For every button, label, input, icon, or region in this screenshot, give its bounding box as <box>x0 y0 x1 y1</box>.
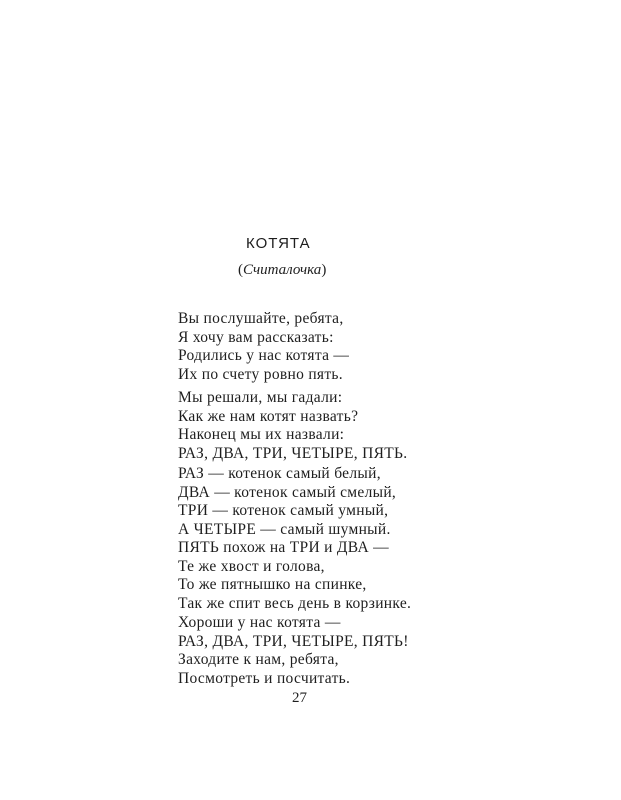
page-number: 27 <box>292 690 307 706</box>
poem-line: Их по счету ровно пять. <box>178 365 343 383</box>
poem-line: ПЯТЬ похож на ТРИ и ДВА — <box>178 539 389 556</box>
poem-line: Те же хвост и голова, <box>178 557 325 575</box>
poem-line: Как же нам котят назвать? <box>178 407 359 425</box>
stanza-3 <box>178 465 411 613</box>
stanza-2 <box>178 389 407 463</box>
poem-line: ТРИ — котенок самый умный, <box>178 502 389 519</box>
poem-line: Я хочу вам рассказать: <box>178 328 334 346</box>
poem-line: Заходите к нам, ребята, <box>178 651 339 668</box>
poem-subtitle <box>238 262 326 279</box>
poem-line: Посмотреть и посчитать. <box>178 669 351 687</box>
subtitle-text: Считалочка <box>243 262 322 278</box>
poem-line: А ЧЕТЫРЕ — самый шумный. <box>178 520 391 538</box>
poem-line: РАЗ, ДВА, ТРИ, ЧЕТЫРЕ, ПЯТЬ! <box>178 632 409 650</box>
stanza-1 <box>178 310 349 384</box>
poem-line: Родились у нас котята — <box>178 347 350 364</box>
subtitle-open-paren: ( <box>238 262 243 278</box>
poem-line: Так же спит весь день в корзинке. <box>178 594 412 612</box>
poem-line: РАЗ — котенок самый белый, <box>178 465 381 482</box>
poem-line: ДВА — котенок самый смелый, <box>178 483 397 501</box>
poem-line: Мы решали, мы гадали: <box>178 389 343 406</box>
subtitle-close-paren: ) <box>321 262 327 278</box>
poem-title: КОТЯТА <box>246 235 311 252</box>
poem-line: РАЗ, ДВА, ТРИ, ЧЕТЫРЕ, ПЯТЬ. <box>178 444 408 462</box>
poem-line: Хороши у нас котята — <box>178 614 341 631</box>
poem-line: Наконец мы их назвали: <box>178 426 345 443</box>
stanza-4 <box>178 614 409 688</box>
poem-line: То же пятнышко на спинке, <box>178 576 367 593</box>
poem-line: Вы послушайте, ребята, <box>178 310 344 327</box>
